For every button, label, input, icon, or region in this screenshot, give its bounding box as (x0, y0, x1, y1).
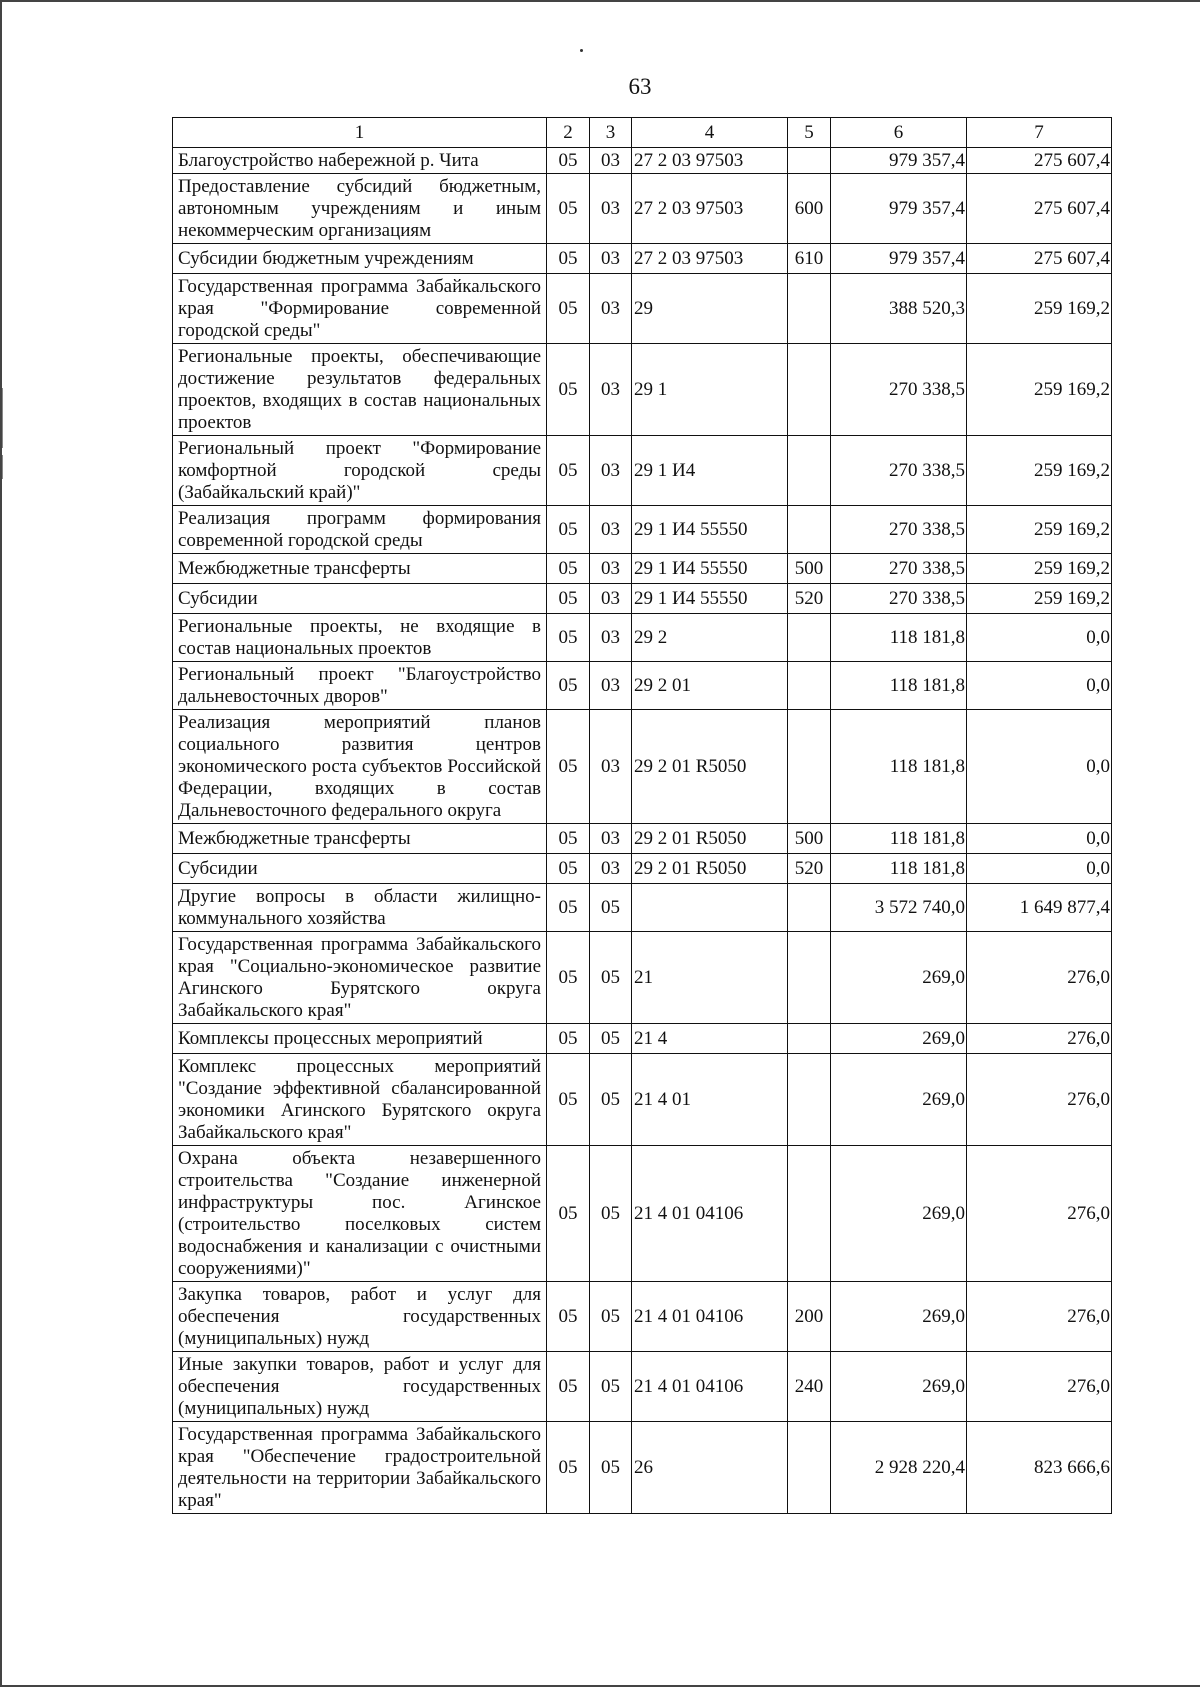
row-expense-type (788, 1422, 831, 1514)
row-amount-year1: 270 338,5 (831, 506, 967, 554)
row-target-article: 21 4 01 04106 (632, 1352, 788, 1422)
table-row (173, 1282, 1112, 1352)
row-amount-year1: 270 338,5 (831, 554, 967, 584)
row-target-article: 27 2 03 97503 (632, 244, 788, 274)
row-amount-year1: 270 338,5 (831, 584, 967, 614)
table-row (173, 584, 1112, 614)
col-header-target-article: 4 (632, 118, 788, 148)
row-expense-type: 200 (788, 1282, 831, 1352)
row-subsection: 03 (590, 244, 632, 274)
row-section: 05 (547, 344, 590, 436)
table-row (173, 1054, 1112, 1146)
row-name: Реализация мероприятий планов социального развития центров экономического роста субъектов Российской Федерации, входящих в состав Дальневосточного федерального округа (173, 710, 547, 824)
row-amount-year2: 0,0 (967, 710, 1112, 824)
row-amount-year2: 1 649 877,4 (967, 884, 1112, 932)
row-amount-year2: 259 169,2 (967, 554, 1112, 584)
row-amount-year1: 269,0 (831, 1352, 967, 1422)
row-target-article: 29 2 01 R5050 (632, 824, 788, 854)
table-row (173, 1024, 1112, 1054)
row-name: Региональный проект "Благоустройство дальневосточных дворов" (173, 662, 547, 710)
budget-table (172, 117, 1112, 1514)
row-target-article: 29 1 И4 (632, 436, 788, 506)
row-expense-type: 520 (788, 584, 831, 614)
col-header-name: 1 (173, 118, 547, 148)
margin-mark (2, 455, 3, 479)
row-amount-year2: 259 169,2 (967, 436, 1112, 506)
table-row (173, 148, 1112, 174)
row-target-article: 27 2 03 97503 (632, 148, 788, 174)
row-name: Межбюджетные трансферты (173, 824, 547, 854)
row-expense-type: 520 (788, 854, 831, 884)
row-amount-year1: 3 572 740,0 (831, 884, 967, 932)
table-row (173, 614, 1112, 662)
row-expense-type: 240 (788, 1352, 831, 1422)
row-expense-type (788, 1024, 831, 1054)
table-row (173, 854, 1112, 884)
row-name: Государственная программа Забайкальского края "Социально-экономическое развитие Агинского Бурятского округа Забайкальского края" (173, 932, 547, 1024)
row-name: Межбюджетные трансферты (173, 554, 547, 584)
row-section: 05 (547, 932, 590, 1024)
row-target-article: 29 1 (632, 344, 788, 436)
row-subsection: 03 (590, 436, 632, 506)
table-row (173, 506, 1112, 554)
row-section: 05 (547, 1422, 590, 1514)
table-header (173, 118, 1112, 148)
row-expense-type (788, 1146, 831, 1282)
row-amount-year2: 259 169,2 (967, 506, 1112, 554)
row-amount-year2: 275 607,4 (967, 174, 1112, 244)
row-amount-year1: 979 357,4 (831, 174, 967, 244)
row-expense-type (788, 932, 831, 1024)
row-target-article (632, 884, 788, 932)
col-header-expense-type: 5 (788, 118, 831, 148)
table-body (173, 148, 1112, 1514)
row-name: Региональные проекты, обеспечивающие достижение результатов федеральных проектов, входящих в состав национальных проектов (173, 344, 547, 436)
row-section: 05 (547, 1352, 590, 1422)
row-name: Другие вопросы в области жилищно-коммунального хозяйства (173, 884, 547, 932)
row-name: Комплекс процессных мероприятий "Создание эффективной сбалансированной экономики Агинского Бурятского округа Забайкальского края" (173, 1054, 547, 1146)
row-name: Государственная программа Забайкальского края "Обеспечение градостроительной деятельности на территории Забайкальского края" (173, 1422, 547, 1514)
row-subsection: 05 (590, 884, 632, 932)
row-amount-year1: 269,0 (831, 1054, 967, 1146)
row-subsection: 05 (590, 1024, 632, 1054)
table-row (173, 710, 1112, 824)
row-name: Субсидии бюджетным учреждениям (173, 244, 547, 274)
table-row (173, 344, 1112, 436)
row-target-article: 26 (632, 1422, 788, 1514)
row-subsection: 05 (590, 1054, 632, 1146)
row-amount-year2: 276,0 (967, 1054, 1112, 1146)
row-subsection: 05 (590, 1146, 632, 1282)
row-target-article: 21 4 01 (632, 1054, 788, 1146)
row-section: 05 (547, 148, 590, 174)
row-subsection: 03 (590, 274, 632, 344)
row-section: 05 (547, 854, 590, 884)
row-expense-type (788, 506, 831, 554)
row-amount-year2: 259 169,2 (967, 344, 1112, 436)
row-name: Комплексы процессных мероприятий (173, 1024, 547, 1054)
row-amount-year1: 118 181,8 (831, 854, 967, 884)
row-amount-year2: 0,0 (967, 854, 1112, 884)
row-subsection: 03 (590, 344, 632, 436)
row-amount-year2: 823 666,6 (967, 1422, 1112, 1514)
col-header-amount-year2: 7 (967, 118, 1112, 148)
row-name: Субсидии (173, 584, 547, 614)
row-target-article: 21 (632, 932, 788, 1024)
row-section: 05 (547, 662, 590, 710)
row-amount-year1: 979 357,4 (831, 244, 967, 274)
row-amount-year2: 276,0 (967, 1146, 1112, 1282)
row-amount-year1: 979 357,4 (831, 148, 967, 174)
row-expense-type (788, 614, 831, 662)
row-subsection: 03 (590, 506, 632, 554)
row-name: Субсидии (173, 854, 547, 884)
row-expense-type: 600 (788, 174, 831, 244)
row-amount-year2: 276,0 (967, 1024, 1112, 1054)
row-amount-year2: 276,0 (967, 932, 1112, 1024)
row-amount-year1: 118 181,8 (831, 662, 967, 710)
row-amount-year1: 269,0 (831, 932, 967, 1024)
row-subsection: 03 (590, 854, 632, 884)
col-header-amount-year1: 6 (831, 118, 967, 148)
row-amount-year2: 276,0 (967, 1282, 1112, 1352)
row-amount-year2: 0,0 (967, 662, 1112, 710)
row-name: Иные закупки товаров, работ и услуг для обеспечения государственных (муниципальных) нужд (173, 1352, 547, 1422)
row-subsection: 05 (590, 1422, 632, 1514)
row-amount-year1: 388 520,3 (831, 274, 967, 344)
row-section: 05 (547, 824, 590, 854)
row-subsection: 03 (590, 554, 632, 584)
row-section: 05 (547, 436, 590, 506)
table-row (173, 244, 1112, 274)
row-section: 05 (547, 244, 590, 274)
table-row (173, 174, 1112, 244)
row-amount-year1: 269,0 (831, 1024, 967, 1054)
row-target-article: 29 2 01 R5050 (632, 710, 788, 824)
row-subsection: 03 (590, 710, 632, 824)
row-expense-type: 500 (788, 554, 831, 584)
row-expense-type (788, 1054, 831, 1146)
row-target-article: 21 4 01 04106 (632, 1146, 788, 1282)
row-expense-type (788, 436, 831, 506)
row-subsection: 03 (590, 174, 632, 244)
row-section: 05 (547, 884, 590, 932)
row-target-article: 21 4 (632, 1024, 788, 1054)
row-amount-year1: 270 338,5 (831, 344, 967, 436)
row-expense-type: 610 (788, 244, 831, 274)
row-subsection: 05 (590, 1282, 632, 1352)
row-expense-type (788, 710, 831, 824)
row-amount-year2: 275 607,4 (967, 148, 1112, 174)
row-name: Закупка товаров, работ и услуг для обеспечения государственных (муниципальных) нужд (173, 1282, 547, 1352)
row-target-article: 29 1 И4 55550 (632, 506, 788, 554)
row-subsection: 03 (590, 584, 632, 614)
row-amount-year2: 276,0 (967, 1352, 1112, 1422)
row-target-article: 29 2 01 (632, 662, 788, 710)
row-target-article: 29 1 И4 55550 (632, 554, 788, 584)
row-section: 05 (547, 506, 590, 554)
row-name: Государственная программа Забайкальского края "Формирование современной городской среды" (173, 274, 547, 344)
row-subsection: 03 (590, 614, 632, 662)
row-name: Региональные проекты, не входящие в состав национальных проектов (173, 614, 547, 662)
row-section: 05 (547, 554, 590, 584)
col-header-subsection: 3 (590, 118, 632, 148)
table-row (173, 274, 1112, 344)
row-expense-type (788, 884, 831, 932)
table-row (173, 824, 1112, 854)
row-section: 05 (547, 584, 590, 614)
table-row (173, 554, 1112, 584)
row-name: Предоставление субсидий бюджетным, автономным учреждениям и иным некоммерческим организациям (173, 174, 547, 244)
row-amount-year1: 118 181,8 (831, 710, 967, 824)
row-subsection: 03 (590, 148, 632, 174)
row-amount-year2: 275 607,4 (967, 244, 1112, 274)
row-section: 05 (547, 710, 590, 824)
table-row (173, 932, 1112, 1024)
row-name: Охрана объекта незавершенного строительства "Создание инженерной инфраструктуры пос. Агинское (строительство поселковых систем водоснабжения и канализации с очистными сооружениями)" (173, 1146, 547, 1282)
col-header-section: 2 (547, 118, 590, 148)
table-row (173, 1352, 1112, 1422)
row-name: Благоустройство набережной р. Чита (173, 148, 547, 174)
row-section: 05 (547, 174, 590, 244)
row-section: 05 (547, 274, 590, 344)
row-section: 05 (547, 1146, 590, 1282)
row-target-article: 21 4 01 04106 (632, 1282, 788, 1352)
page-number: 63 (628, 74, 652, 99)
table-row (173, 1146, 1112, 1282)
row-section: 05 (547, 1282, 590, 1352)
row-name: Реализация программ формирования современной городской среды (173, 506, 547, 554)
row-amount-year1: 269,0 (831, 1282, 967, 1352)
row-expense-type: 500 (788, 824, 831, 854)
table-row (173, 662, 1112, 710)
row-section: 05 (547, 1054, 590, 1146)
table-row (173, 884, 1112, 932)
row-expense-type (788, 662, 831, 710)
row-amount-year2: 0,0 (967, 824, 1112, 854)
row-amount-year1: 118 181,8 (831, 824, 967, 854)
row-section: 05 (547, 614, 590, 662)
row-expense-type (788, 344, 831, 436)
table-row (173, 1422, 1112, 1514)
row-subsection: 05 (590, 932, 632, 1024)
row-subsection: 03 (590, 662, 632, 710)
row-section: 05 (547, 1024, 590, 1054)
row-amount-year2: 259 169,2 (967, 584, 1112, 614)
row-target-article: 27 2 03 97503 (632, 174, 788, 244)
row-subsection: 05 (590, 1352, 632, 1422)
margin-mark (2, 388, 3, 448)
row-target-article: 29 2 01 R5050 (632, 854, 788, 884)
row-amount-year1: 270 338,5 (831, 436, 967, 506)
scan-dot (580, 49, 583, 52)
row-amount-year2: 259 169,2 (967, 274, 1112, 344)
row-target-article: 29 (632, 274, 788, 344)
row-target-article: 29 2 (632, 614, 788, 662)
header-row (173, 118, 1112, 148)
row-target-article: 29 1 И4 55550 (632, 584, 788, 614)
table-row (173, 436, 1112, 506)
row-amount-year1: 269,0 (831, 1146, 967, 1282)
row-subsection: 03 (590, 824, 632, 854)
row-amount-year2: 0,0 (967, 614, 1112, 662)
row-expense-type (788, 274, 831, 344)
row-amount-year1: 2 928 220,4 (831, 1422, 967, 1514)
row-amount-year1: 118 181,8 (831, 614, 967, 662)
row-name: Региональный проект "Формирование комфортной городской среды (Забайкальский край)" (173, 436, 547, 506)
row-expense-type (788, 148, 831, 174)
